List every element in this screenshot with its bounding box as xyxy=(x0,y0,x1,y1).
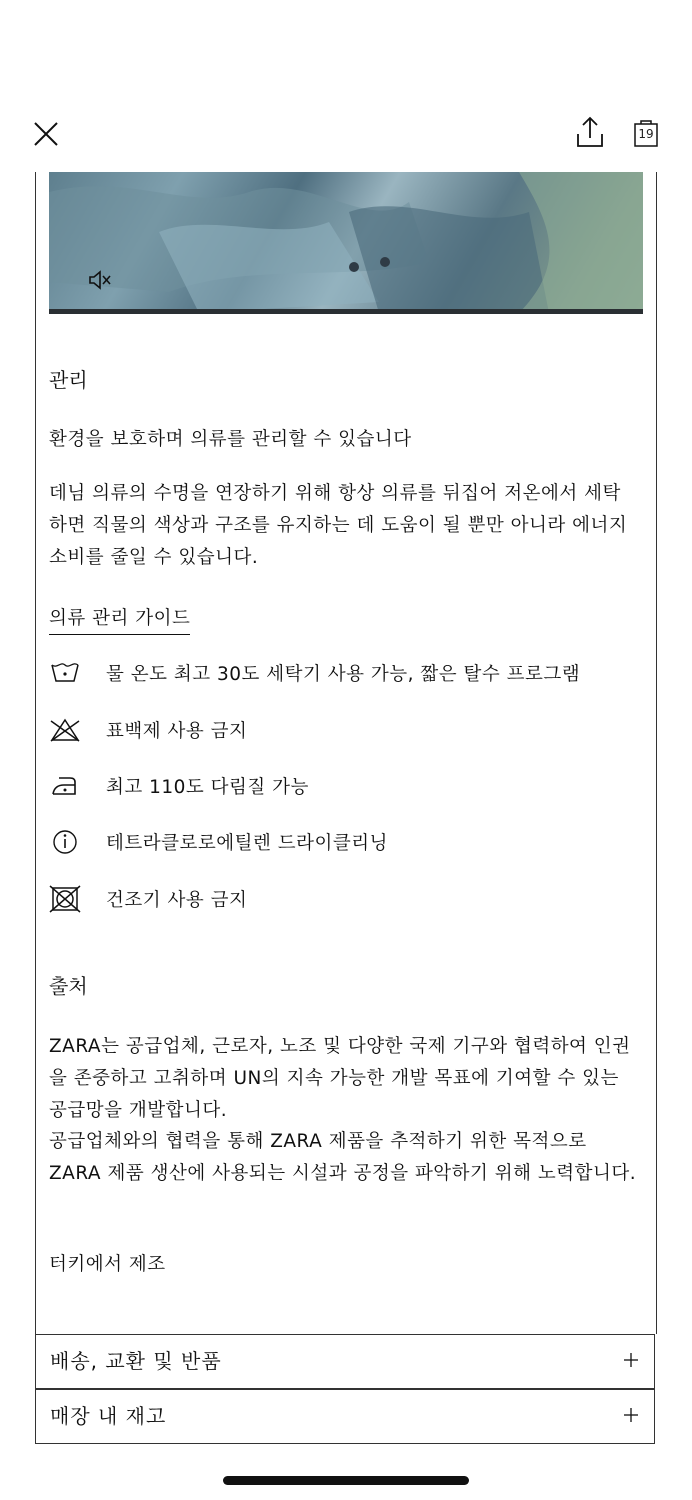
video-progress-bar[interactable] xyxy=(49,309,643,314)
care-instruction-label: 건조기 사용 금지 xyxy=(106,890,248,911)
close-button[interactable] xyxy=(32,120,60,148)
share-icon xyxy=(575,116,605,150)
plus-icon xyxy=(624,1408,638,1422)
care-instruction-label: 물 온도 최고 30도 세탁기 사용 가능, 짧은 탈수 프로그램 xyxy=(106,664,581,685)
care-instruction-iron xyxy=(49,769,639,803)
shopping-bag-button[interactable] xyxy=(633,118,659,148)
care-title: 관리 xyxy=(49,368,88,392)
mute-button[interactable] xyxy=(87,268,113,292)
care-instruction-bleach xyxy=(49,713,639,747)
care-instruction-label: 테트라클로로에틸렌 드라이클리닝 xyxy=(106,833,388,854)
accordion-label: 배송, 교환 및 반품 xyxy=(50,1349,222,1373)
home-indicator[interactable] xyxy=(223,1476,469,1485)
product-details-panel xyxy=(35,172,657,1334)
care-guide-link[interactable]: 의류 관리 가이드 xyxy=(49,607,190,635)
bag-count: 19 xyxy=(638,127,654,141)
no-tumble-dry-icon xyxy=(49,885,81,913)
wash-30-icon xyxy=(49,659,81,687)
care-subtitle: 환경을 보호하며 의류를 관리할 수 있습니다 xyxy=(49,429,412,450)
accordion-store-stock[interactable] xyxy=(35,1389,655,1444)
care-description: 데님 의류의 수명을 연장하기 위해 항상 의류를 뒤집어 저온에서 세탁하면 직물의 색상과 구조를 유지하는 데 도움이 될 뿐만 아니라 에너지 소비를 줄일 수 있습니다. xyxy=(49,483,628,568)
video-frame xyxy=(49,172,643,313)
care-instruction-dryclean xyxy=(49,825,639,859)
no-bleach-icon xyxy=(49,716,81,744)
share-button[interactable] xyxy=(575,116,605,150)
accordion-label: 매장 내 재고 xyxy=(50,1404,167,1428)
speaker-muted-icon xyxy=(87,268,113,292)
accordion-shipping[interactable] xyxy=(35,1334,655,1389)
origin-title: 출처 xyxy=(49,974,88,998)
care-instruction-label: 표백제 사용 금지 xyxy=(106,721,248,742)
care-instruction-wash xyxy=(49,656,639,690)
origin-paragraph-1: ZARA는 공급업체, 근로자, 노조 및 다양한 국제 기구와 협력하여 인권을 존중하고 고취하며 UN의 지속 가능한 개발 목표에 기여할 수 있는 공급망을 개발합니다. xyxy=(49,1036,631,1121)
origin-made-in: 터키에서 제조 xyxy=(49,1254,166,1275)
care-instruction-dryer xyxy=(49,882,639,916)
top-bar xyxy=(0,0,692,172)
origin-paragraph-2: 공급업체와의 협력을 통해 ZARA 제품을 추적하기 위한 목적으로 ZARA 제품 생산에 사용되는 시설과 공정을 파악하기 위해 노력합니다. xyxy=(49,1131,637,1184)
close-icon xyxy=(32,120,60,148)
product-video[interactable] xyxy=(49,172,643,313)
dry-clean-info-icon xyxy=(49,828,81,856)
plus-icon xyxy=(624,1353,638,1367)
iron-110-icon xyxy=(49,772,81,800)
care-instruction-label: 최고 110도 다림질 가능 xyxy=(106,777,309,798)
